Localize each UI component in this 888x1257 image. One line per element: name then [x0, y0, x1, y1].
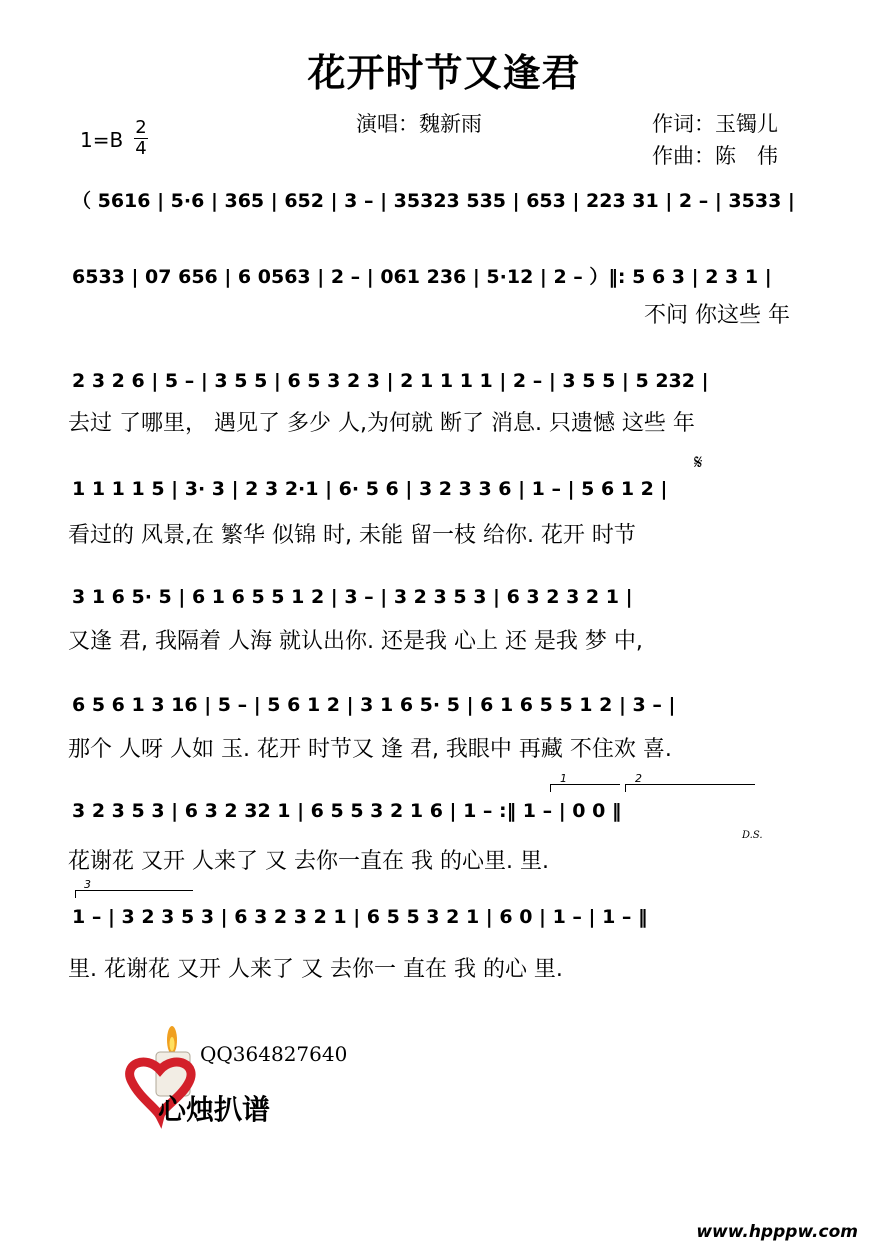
ending-3-label: 3	[84, 878, 91, 891]
ending-2-label: 2	[635, 772, 642, 785]
singer: 演唱：魏新雨	[356, 112, 482, 136]
lyric-row-4: 看过的 风景,在 繁华 似锦 时, 未能 留一枝 给你. 花开 时节	[68, 523, 636, 548]
notation-row-2: 6533 | 07 656 | 6 0563 | 2 – | 061 236 | 5·12 | 2 – ）‖: 5 6 3 | 2 3 1 |	[72, 266, 772, 288]
lyric-row-8: 里. 花谢花 又开 人来了 又 去你一 直在 我 的心 里.	[68, 957, 563, 982]
notation-row-1: （ 5616 | 5·6 | 365 | 652 | 3 – | 35323 535 | 653 | 223 31 | 2 – | 3533 |	[72, 190, 795, 212]
ending-2-tick	[625, 784, 626, 792]
composer: 作曲：陈 伟	[652, 144, 778, 168]
ds-mark: D.S.	[742, 830, 763, 841]
notation-row-3: 2 3 2 6 | 5 – | 3 5 5 | 6 5 3 2 3 | 2 1 1 1 1 | 2 – | 3 5 5 | 5 232 |	[72, 370, 709, 392]
ending-1-label: 1	[560, 772, 567, 785]
notation-row-7: 3 2 3 5 3 | 6 3 2 32 1 | 6 5 5 3 2 1 6 | 1 – :‖ 1 – | 0 0 ‖	[72, 800, 622, 822]
time-signature	[134, 118, 148, 159]
lyric-row-3: 去过 了哪里， 遇见了 多少 人,为何就 断了 消息. 只遗憾 这些 年	[68, 411, 695, 436]
notation-row-6: 6 5 6 1 3 16 | 5 – | 5 6 1 2 | 3 1 6 5· 5 | 6 1 6 5 5 1 2 | 3 – |	[72, 694, 676, 716]
song-title: 花开时节又逢君	[307, 51, 581, 95]
lyric-row-7: 花谢花 又开 人来了 又 去你一直在 我 的心里. 里.	[68, 849, 549, 874]
key-signature: 1=B	[80, 128, 124, 152]
notation-row-5: 3 1 6 5· 5 | 6 1 6 5 5 1 2 | 3 – | 3 2 3 5 3 | 6 3 2 3 2 1 |	[72, 586, 633, 608]
time-bottom: 4	[135, 138, 147, 159]
lyric-row-6: 那个 人呀 人如 玉. 花开 时节又 逢 君, 我眼中 再藏 不住欢 喜.	[68, 737, 672, 762]
time-top: 2	[135, 117, 147, 138]
ending-3-tick	[75, 890, 76, 898]
qq-number: QQ364827640	[200, 1042, 348, 1066]
ending-1-tick	[550, 784, 551, 792]
website-url: www.hpppw.com	[696, 1222, 858, 1242]
ending-3-bracket	[75, 890, 193, 891]
notation-row-4: 1 1 1 1 5 | 3· 3 | 2 3 2·1 | 6· 5 6 | 3 2 3 3 6 | 1 – | 5 6 1 2 |	[72, 478, 668, 500]
notation-row-8: 1 – | 3 2 3 5 3 | 6 3 2 3 2 1 | 6 5 5 3 2 1 | 6 0 | 1 – | 1 – ‖	[72, 906, 648, 928]
segno-mark: 𝄋	[694, 450, 703, 474]
ending-2-bracket	[625, 784, 755, 785]
logo-text: 心烛扒谱	[158, 1093, 271, 1126]
lyricist: 作词：玉镯儿	[652, 112, 778, 136]
lyric-row-5: 又逢 君, 我隔着 人海 就认出你. 还是我 心上 还 是我 梦 中,	[68, 629, 643, 654]
lyric-row-2: 不问 你这些 年	[644, 303, 790, 328]
